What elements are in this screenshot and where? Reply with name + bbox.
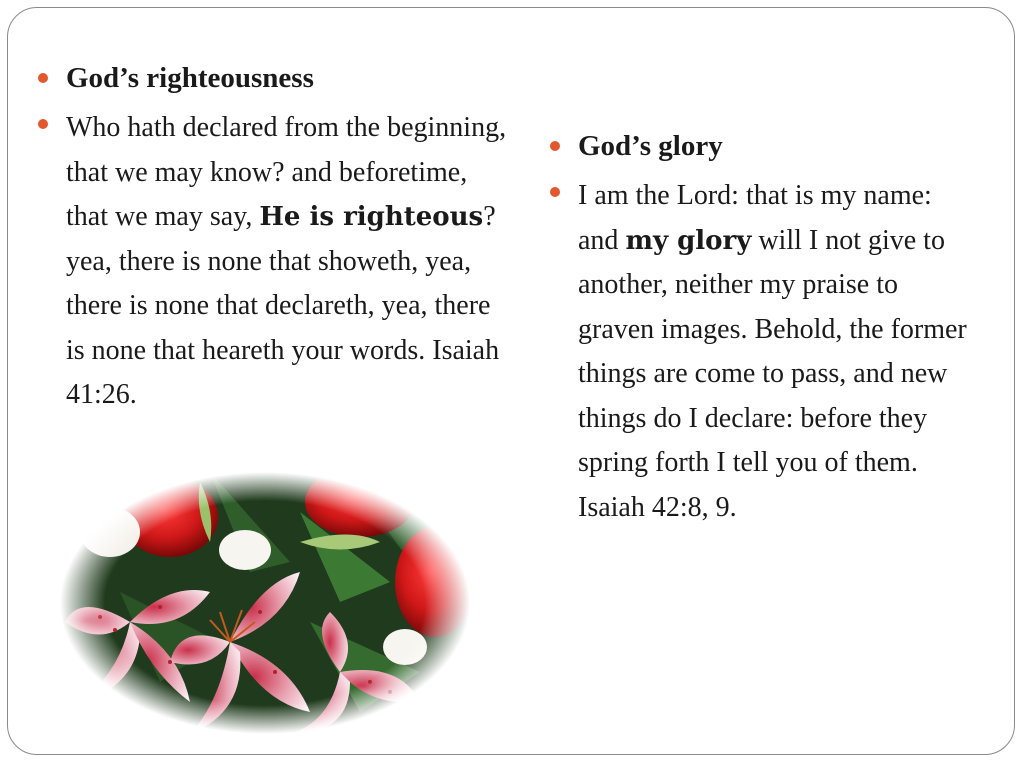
left-heading (38, 58, 508, 98)
left-verse (38, 106, 508, 418)
right-heading-text: God’s glory (578, 130, 723, 162)
left-heading-text: God’s righteousness (66, 62, 314, 94)
bullet-icon (550, 187, 560, 197)
right-verse-emphasis: my glory (625, 225, 752, 256)
flower-bouquet-image (60, 472, 470, 734)
right-column (550, 126, 970, 530)
left-verse-text-after: ? yea, there is none that showeth, yea, there is none that declareth, yea, there is none that heareth your words. Isaiah 41:26. (66, 201, 500, 410)
left-column (38, 58, 508, 418)
left-verse-emphasis: He is righteous (259, 202, 484, 232)
right-verse-text-after: will I not give to another, neither my praise to graven images. Behold, the former things are come to pass, and new things do I declare: before they spring forth I tell you of them. Isaiah 42:8, 9. (578, 224, 967, 523)
bullet-icon (38, 73, 48, 83)
bullet-icon (550, 141, 560, 151)
bullet-icon (38, 119, 48, 129)
right-verse-text-before: I am the Lord: that is my name: and (578, 180, 932, 256)
right-heading (550, 126, 970, 166)
right-verse (550, 174, 970, 530)
left-verse-text-before: Who hath declared from the beginning, that we may know? and beforetime, that we may say, (66, 112, 507, 232)
